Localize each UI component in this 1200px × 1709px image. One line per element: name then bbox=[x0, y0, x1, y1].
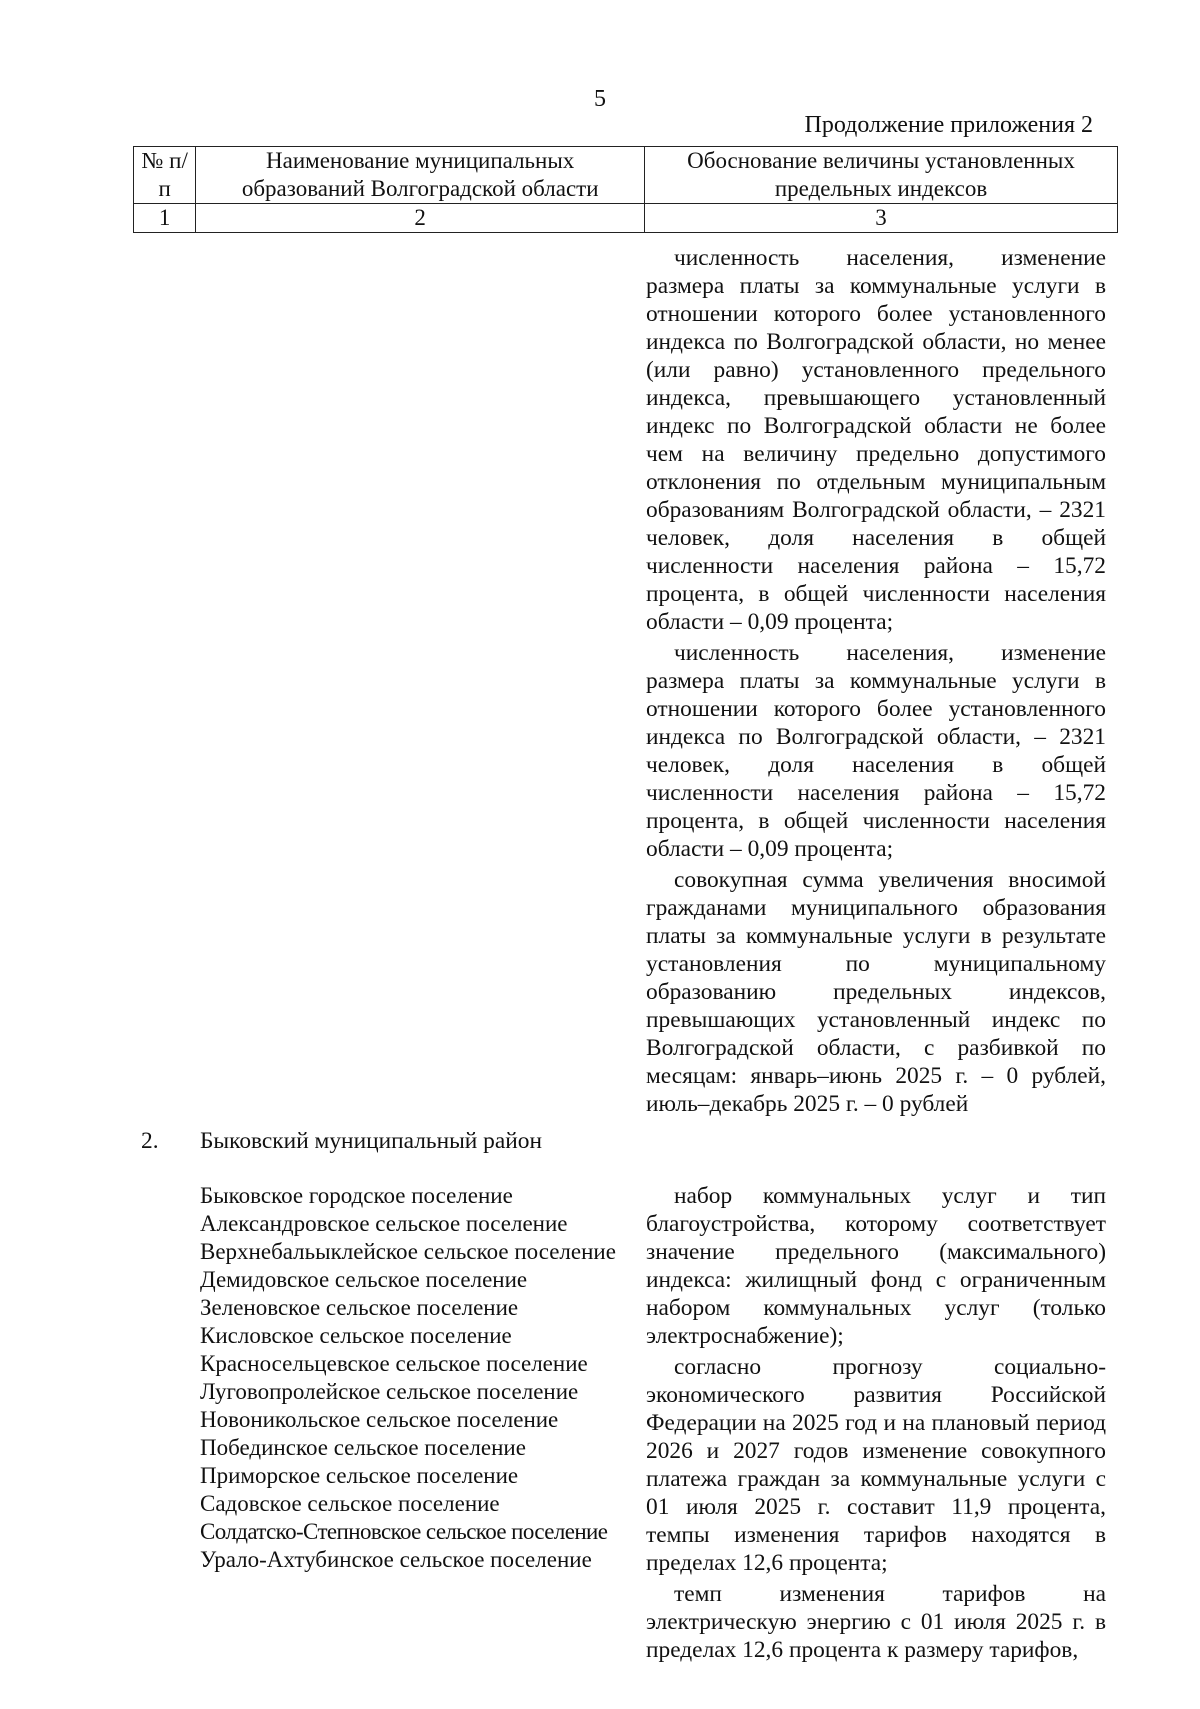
column-number-row bbox=[134, 204, 1118, 233]
column-number-3: 3 bbox=[645, 204, 1118, 233]
settlement-item: Верхнебальыклейское сельское поселение bbox=[200, 1239, 616, 1264]
settlement-item: Садовское сельское поселение bbox=[200, 1491, 500, 1516]
municipality-title: Быковский муниципальный район bbox=[200, 1128, 542, 1154]
justification-paragraph: численность населения, изменение размера платы за коммунальные услуги в отношении которого более установленного индекса по Волгоградской области, но менее (или равно) установленного предельного индекса, превышающего установленный индекс по Волгоградской области не более чем на величину предельно допустимого отклонения по отдельным муниципальным образованиям Волгоградской области, – 2321 человек, доля населения в общей численности населения района – 15,72 процента, в общей численности населения области – 0,09 процента; bbox=[646, 245, 1106, 635]
justification-paragraph: совокупная сумма увеличения вносимой гражданами муниципального образования платы за коммунальные услуги в результате установления по муниципальному образованию предельных индексов, превышающих установленный индекс по Волгоградской области, с разбивкой по месяцам: январь–июнь 2025 г. – 0 рублей, июль–декабрь 2025 г. – 0 рублей bbox=[646, 867, 1106, 1117]
justification-paragraph: набор коммунальных услуг и тип благоустройства, которому соответствует значение предельного (максимального) индекса: жилищный фонд с ограниченным набором коммунальных услуг (только электроснабжение); bbox=[646, 1183, 1106, 1349]
settlement-item: Побединское сельское поселение bbox=[200, 1435, 526, 1460]
justification-block-1 bbox=[646, 244, 1106, 1118]
header-col-justification: Обоснование величины установленных предельных индексов bbox=[645, 147, 1118, 204]
item-number: 2. bbox=[141, 1128, 159, 1154]
settlement-list bbox=[200, 1182, 616, 1574]
settlement-item: Луговопролейское сельское поселение bbox=[200, 1379, 579, 1404]
justification-paragraph: численность населения, изменение размера платы за коммунальные услуги в отношении которого более установленного индекса по Волгоградской области, – 2321 человек, доля населения в общей численности населения района – 15,72 процента, в общей численности населения области – 0,09 процента; bbox=[646, 640, 1106, 862]
justification-paragraph: согласно прогнозу социально-экономического развития Российской Федерации на 2025 год и на плановый период 2026 и 2027 годов изменение совокупного платежа граждан за коммунальные услуги с 01 июля 2025 г. составит 11,9 процента, темпы изменения тарифов находятся в пределах 12,6 процента; bbox=[646, 1354, 1106, 1576]
settlement-item: Александровское сельское поселение bbox=[200, 1211, 568, 1236]
justification-paragraph: темп изменения тарифов на электрическую энергию с 01 июля 2025 г. в пределах 12,6 процента к размеру тарифов, bbox=[646, 1581, 1106, 1663]
column-number-2: 2 bbox=[196, 204, 645, 233]
settlement-item: Новоникольское сельское поселение bbox=[200, 1407, 559, 1432]
settlement-item: Демидовское сельское поселение bbox=[200, 1267, 528, 1292]
settlement-item: Быковское городское поселение bbox=[200, 1183, 513, 1208]
settlement-item: Кисловское сельское поселение bbox=[200, 1323, 512, 1348]
header-row bbox=[134, 147, 1118, 204]
settlement-item: Красносельцевское сельское поселение bbox=[200, 1351, 588, 1376]
table-header bbox=[133, 146, 1118, 233]
column-number-1: 1 bbox=[134, 204, 196, 233]
settlement-item: Солдатско-Степновское сельское поселение bbox=[200, 1519, 608, 1544]
settlement-item: Зеленовское сельское поселение bbox=[200, 1295, 519, 1320]
settlement-item: Приморское сельское поселение bbox=[200, 1463, 519, 1488]
header-col-number: № п/п bbox=[134, 147, 196, 204]
continuation-label: Продолжение приложения 2 bbox=[804, 112, 1093, 138]
justification-block-2 bbox=[646, 1182, 1106, 1664]
header-col-municipality: Наименование муниципальных образований Волгоградской области bbox=[196, 147, 645, 204]
settlement-item: Урало-Ахтубинское сельское поселение bbox=[200, 1547, 592, 1572]
page-number: 5 bbox=[594, 86, 606, 112]
